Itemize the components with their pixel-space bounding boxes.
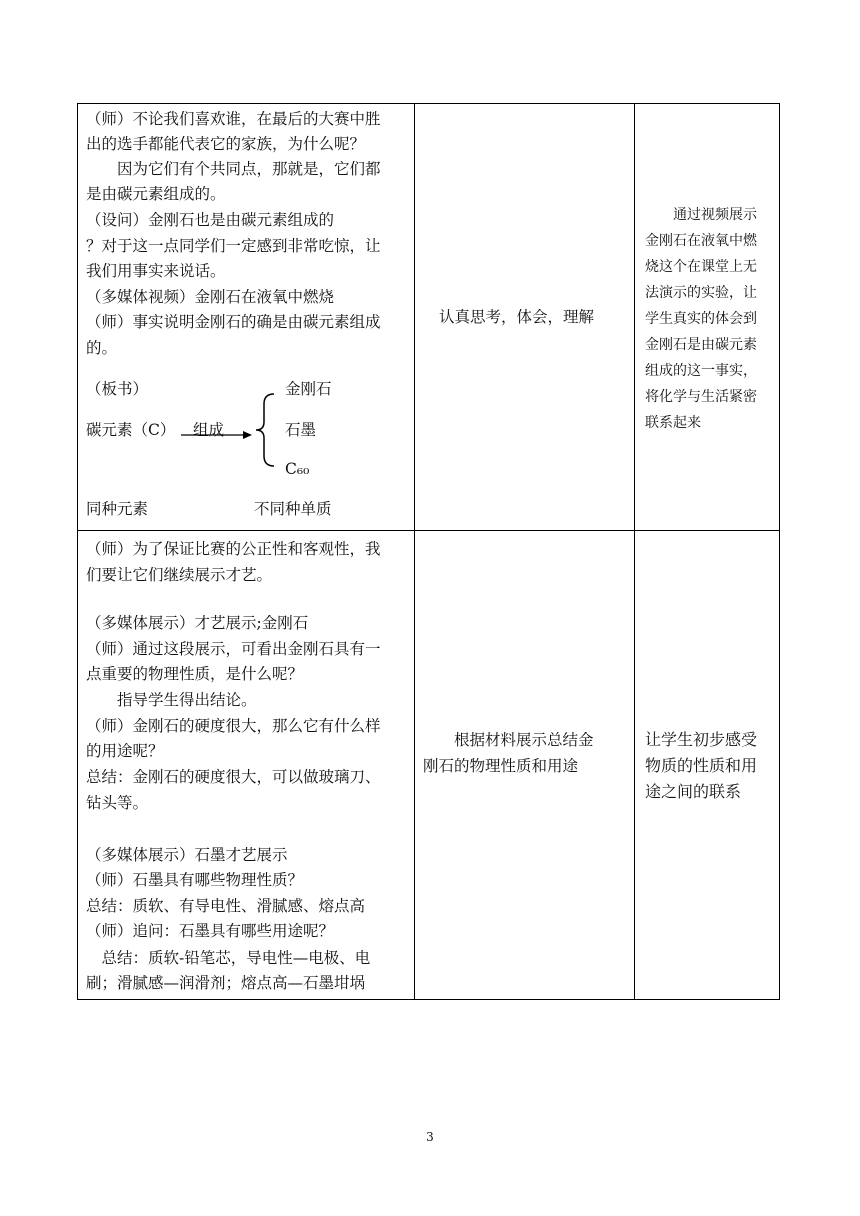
diagram-source: 碳元素（C） bbox=[86, 421, 176, 439]
text-line: 我们用事实来说话。 bbox=[86, 262, 226, 280]
text-line: 物质的性质和用 bbox=[645, 756, 758, 775]
text-line: （设问）金刚石也是由碳元素组成的 bbox=[86, 211, 335, 229]
text-line: （师）追问：石墨具有哪些用途呢？ bbox=[86, 922, 335, 940]
text-line: 法演示的实验，让 bbox=[645, 285, 757, 301]
column-divider-2 bbox=[634, 103, 635, 1000]
arrow-label: 组成 bbox=[193, 421, 225, 439]
page-number: 3 bbox=[426, 1130, 434, 1144]
column-divider-1 bbox=[414, 103, 415, 1000]
text-line: ？对于这一点同学们一定感到非常吃惊，让 bbox=[86, 237, 381, 255]
arrow-icon bbox=[181, 429, 253, 441]
text-line: 因为它们有个共同点，那就是，它们都 bbox=[86, 160, 381, 178]
text-line: 总结：金刚石的硬度很大，可以做玻璃刀、 bbox=[86, 768, 381, 786]
text-line: （师）为了保证比赛的公正性和客观性，我 bbox=[86, 540, 381, 558]
text-line: 通过视频展示 bbox=[645, 207, 757, 223]
text-line: 总结：质软、有导电性、滑腻感、熔点高 bbox=[86, 897, 366, 915]
text-line: 金刚石是由碳元素 bbox=[645, 337, 757, 353]
text-line: 金刚石在液氧中燃 bbox=[645, 233, 757, 249]
text-line: 指导学生得出结论。 bbox=[86, 691, 257, 709]
text-line: 钻头等。 bbox=[86, 794, 149, 812]
text-line: 将化学与生活紧密 bbox=[645, 389, 757, 405]
row-divider bbox=[77, 530, 780, 531]
text-line: 刚石的物理性质和用途 bbox=[423, 757, 579, 775]
text-line: （师）石墨具有哪些物理性质？ bbox=[86, 871, 304, 889]
allotrope-item: 石墨 bbox=[285, 421, 317, 439]
text-line: 联系起来 bbox=[645, 415, 701, 431]
table-border-bottom bbox=[77, 999, 780, 1000]
text-line: 途之间的联系 bbox=[645, 782, 742, 801]
text-line: 的用途呢？ bbox=[86, 742, 164, 760]
text-line: 总结：质软-铅笔芯，导电性—电极、电 bbox=[86, 949, 371, 967]
text-line: （师）不论我们喜欢谁，在最后的大赛中胜 bbox=[86, 110, 381, 128]
text-line: （多媒体展示）才艺展示;金刚石 bbox=[86, 614, 309, 632]
table-border-right bbox=[779, 103, 780, 1000]
text-line: （师）金刚石的硬度很大，那么它有什么样 bbox=[86, 717, 381, 735]
text-line: 烧这个在课堂上无 bbox=[645, 259, 757, 275]
table-border-top bbox=[77, 103, 780, 104]
text-line: 让学生初步感受 bbox=[645, 730, 758, 749]
allotrope-item: C₆₀ bbox=[285, 460, 310, 478]
diagram-bottom-left: 同种元素 bbox=[86, 500, 149, 518]
text-line: （师）通过这段展示，可看出金刚石具有一 bbox=[86, 640, 381, 658]
diagram-label: （板书） bbox=[86, 380, 149, 398]
text-line: 点重要的物理性质，是什么呢？ bbox=[86, 665, 304, 683]
brace-icon bbox=[253, 392, 277, 468]
text-line: 学生真实的体会到 bbox=[645, 311, 757, 327]
table-border-left bbox=[77, 103, 78, 1000]
text-line: 们要让它们继续展示才艺。 bbox=[86, 566, 273, 584]
text-line: 组成的这一事实， bbox=[645, 363, 757, 379]
text-line: 根据材料展示总结金 bbox=[423, 731, 594, 749]
text-line: 的。 bbox=[86, 339, 118, 357]
text-line: （多媒体展示）石墨才艺展示 bbox=[86, 846, 288, 864]
text-line: 刷；滑腻感—润滑剂；熔点高—石墨坩埚 bbox=[86, 974, 366, 992]
row1-student-activity: 认真思考，体会，理解 bbox=[439, 308, 595, 326]
allotrope-item: 金刚石 bbox=[285, 380, 332, 398]
text-line: 出的选手都能代表它的家族，为什么呢？ bbox=[86, 135, 366, 153]
diagram-bottom-right: 不同种单质 bbox=[254, 500, 332, 518]
text-line: （多媒体视频）金刚石在液氧中燃烧 bbox=[86, 288, 335, 306]
text-line: 是由碳元素组成的。 bbox=[86, 185, 226, 203]
text-line: （师）事实说明金刚石的确是由碳元素组成 bbox=[86, 313, 381, 331]
lesson-plan-table bbox=[77, 103, 780, 1000]
